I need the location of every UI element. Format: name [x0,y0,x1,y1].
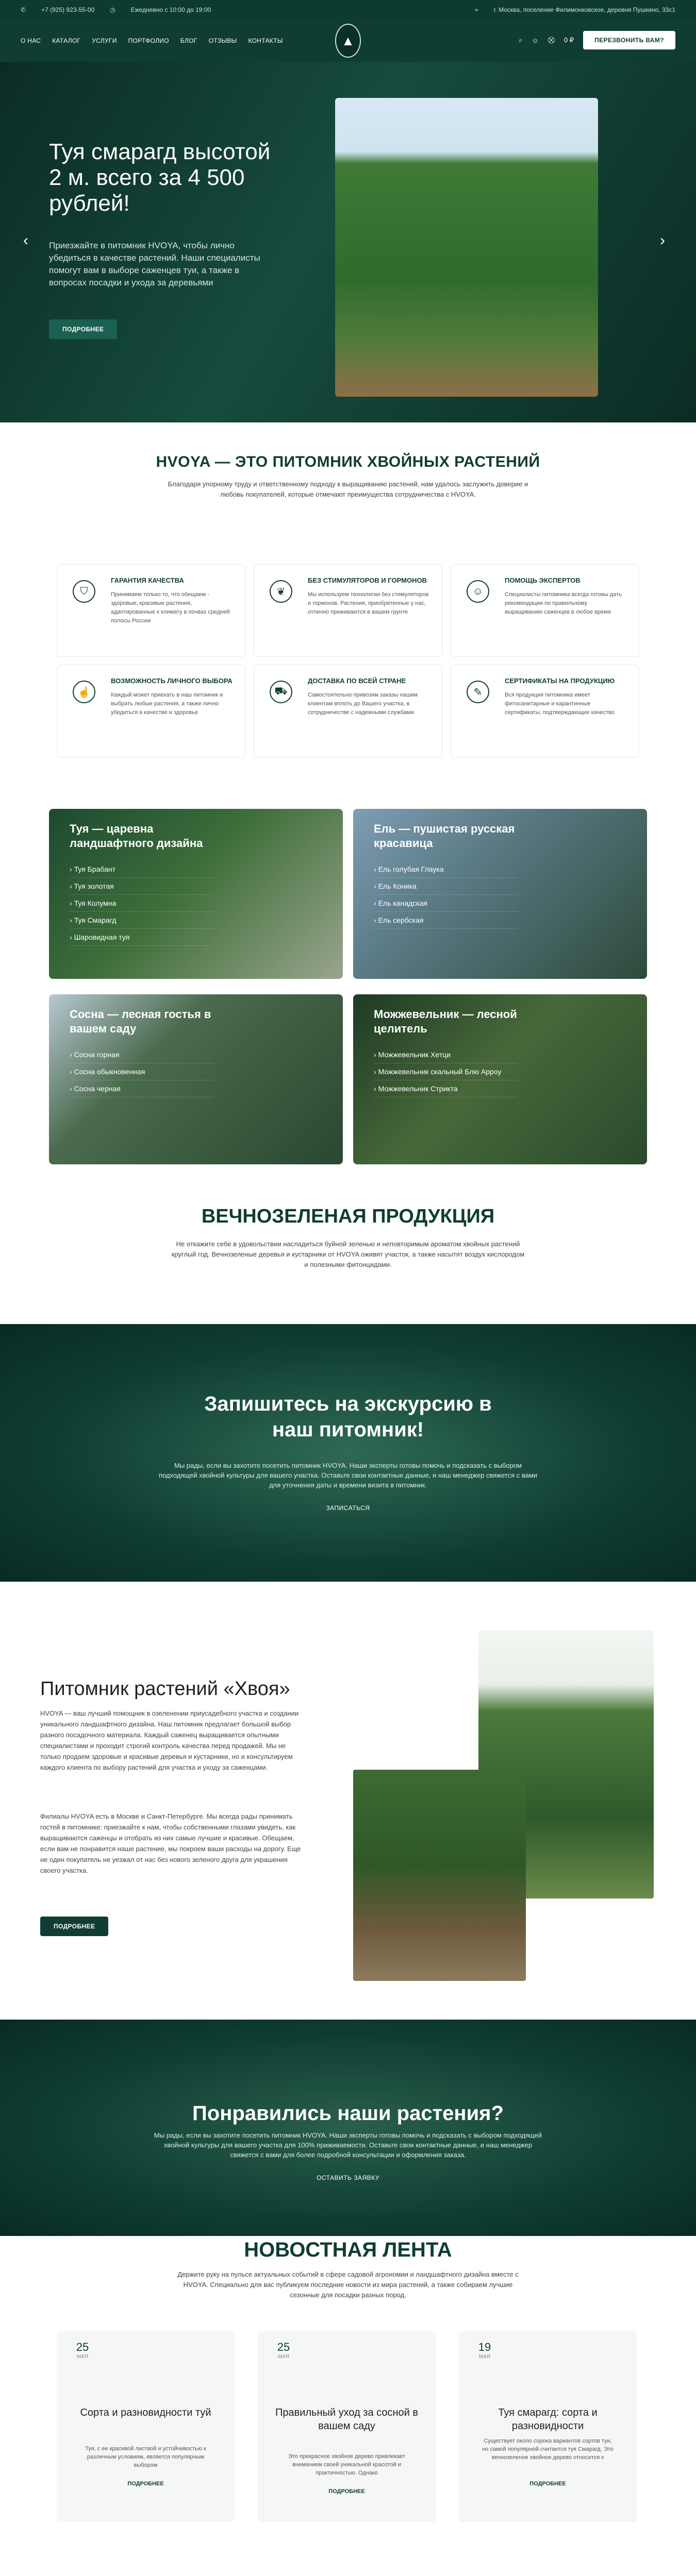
feature-card [451,564,639,657]
feature-card [451,665,639,757]
search-icon[interactable]: ⌕ [519,36,523,44]
feature-text: Каждый может приехать в наш питомник и выбрать любые растения, а также лично убедиться в качестве и здоровье [111,692,223,716]
category-card-spruce[interactable] [353,809,647,979]
tree-icon[interactable]: ▲ [335,24,361,58]
nursery-more-button[interactable]: ПОДРОБНЕЕ [40,1917,108,1936]
category-title: Сосна — лесная гостья в вашем саду [70,1008,211,1035]
category-item[interactable]: › Ель голубая Глаука [374,861,518,878]
feature-card [57,564,245,657]
nursery-text: HVOYA — ваш лучший помощник в озеленении приусадебного участка и создании уникального ландшафтного дизайна. Наш питомник предлагает большой выбор разного посадочного материала. Каждый саженец выращивается опытными специалистами и проходит строгий контроль качества перед продажей. Мы не только продаем здоровые и красивые деревья и кустарники, но и консультируем каждого клиента по выбору растений для участка и уходу за саженцами. [40,1709,299,1771]
feature-title: СЕРТИФИКАТЫ НА ПРОДУКЦИЮ [505,677,615,685]
hero-text: Приезжайте в питомник HVOYA, чтобы лично убедиться в качестве растений. Наши специалисты помогут вам в выборе саженцев туи, а также в вопросах посадки и ухода за деревьями [49,241,260,287]
category-item[interactable]: › Туя Колумна [70,895,214,912]
topbar-address: г. Москва, поселение Филимонковское, деревня Пушкино, 33с1 [493,6,675,13]
nursery-text-2: Филиалы HVOYA есть в Москве и Санкт-Петербурге. Мы всегда рады принимать гостей в питомнике: приезжайте к нам, чтобы собственными глазами увидеть, как выращиваются саженцы и отобрать из них самые лучшие и красивые. Обещаем, если вам не понравится наше растение, мы покроем ваши расходы на дорогу. Еще не один покупатель не уезжал от нас без нового зеленого друга для украшения своего участка. [40,1812,301,1874]
news-more-link[interactable]: ПОДРОБНЕЕ [127,2481,164,2487]
news-card-title[interactable]: Правильный уход за сосной в вашем саду [275,2407,419,2432]
hand-icon: ☝ [73,681,95,703]
category-item[interactable]: › Сосна горная [70,1046,214,1063]
feature-text: Самостоятельно привозим заказы нашим клиентам вплоть до Вашего участка, в сотрудничестве с надежными службами [308,692,418,716]
news-card-title[interactable]: Туя смарагд: сорта и разновидности [498,2407,598,2432]
clock-icon: ◷ [110,6,115,13]
feature-title: ПОМОЩЬ ЭКСПЕРТОВ [505,577,581,584]
topbar-phone[interactable]: +7 (925) 923-55-00 [41,6,95,13]
excursion-title: Запишитесь на экскурсию в наш питомник! [204,1393,492,1441]
nav-actions [519,31,675,49]
nav-about[interactable]: О НАС [21,37,41,44]
news-date: 19 МАЯ [478,2341,491,2360]
category-list [374,861,626,929]
news-date: 25 МАЯ [76,2341,89,2360]
news-more-link[interactable]: ПОДРОБНЕЕ [328,2488,365,2495]
news-card[interactable] [258,2331,436,2522]
feature-card [254,564,442,657]
news-text: Держите руку на пульсе актуальных событий в сфере садовой агрономии и ландшафтного дизайна вместе с HVOYA. Специально для вас публикуем последние новости из мира растений, а также собираем лучшие сезонные для посадки разных пород. [177,2270,519,2299]
next-arrow-icon[interactable]: › [660,232,665,249]
excursion-banner [0,1324,696,1582]
nav-reviews[interactable]: ОТЗЫВЫ [208,37,237,44]
liked-text: Мы рады, если вы захотите посетить питомник HVOYA. Наши эксперты готовы помочь и подсказать с выбором подходящей хвойной культуры для вашего участка для 100% приживаемости. Оставьте свои контактные данные, и наш менеджер свяжется с вами для более подробной консультации и оформления заказа. [154,2131,542,2159]
news-card-text: Это прекрасное хвойное дерево привлекает вниманием своей уникальной красотой и практичностью. Однако [288,2453,405,2476]
shield-icon: ⛉ [73,580,95,603]
news-card-title[interactable]: Сорта и разновидности туй [80,2407,211,2418]
hero-slider [0,62,696,422]
user-icon[interactable]: ☺ [532,36,539,44]
news-card[interactable] [459,2331,637,2522]
feature-text: Вся продукция питомника имеет фитосанитарные и карантинные сертификаты, подтверждающие качество [505,692,615,716]
category-item[interactable]: › Можжевельник скальный Блю Арроу [374,1063,518,1080]
nursery-title: Питомник растений «Хвоя» [40,1678,290,1700]
category-item[interactable]: › Сосна обыкновенная [70,1063,214,1080]
feature-text: Специалисты питомника всегда готовы дать рекомендации по правильному выращиванию саженцев в любое время [505,591,622,615]
nav-services[interactable]: УСЛУГИ [92,37,117,44]
news-card-text: Туя, с ее красивой листвой и устойчивостью к различным условиям, является популярным выбором [85,2446,206,2468]
main-nav [0,20,696,62]
location-icon: ⌖ [474,6,478,13]
feature-title: ДОСТАВКА ПО ВСЕЙ СТРАНЕ [308,677,406,685]
category-list [374,1046,626,1097]
news-date: 25 МАЯ [277,2341,290,2360]
leaf-icon: ❦ [270,580,292,603]
category-card-pine[interactable] [49,994,343,1164]
category-item[interactable]: › Ель сербская [374,912,518,929]
category-item[interactable]: › Туя Брабант [70,861,214,878]
certificate-icon: ✎ [467,681,489,703]
prev-arrow-icon[interactable]: ‹ [23,232,28,249]
nav-portfolio[interactable]: ПОРТФОЛИО [128,37,169,44]
hero-more-button[interactable]: ПОДРОБНЕЕ [49,319,117,339]
about-title: HVOYA — ЭТО ПИТОМНИК ХВОЙНЫХ РАСТЕНИЙ [156,453,540,470]
news-more-link[interactable]: ПОДРОБНЕЕ [529,2481,566,2487]
news-card[interactable] [57,2331,235,2522]
truck-icon: ⛟ [270,681,292,703]
expert-icon: ☺ [467,580,489,603]
news-card-text: Существует около сорока вариантов сортов туи, но самой популярной считается туя Смарагд. Это вечнозеленое хвойное дерево относится к [482,2438,614,2461]
news-title: НОВОСТНАЯ ЛЕНТА [244,2239,452,2261]
phone-icon: ✆ [21,6,26,13]
category-list [70,1046,322,1097]
nav-blog[interactable]: БЛОГ [180,37,197,44]
nav-catalog[interactable]: КАТАЛОГ [52,37,81,44]
category-title: Ель — пушистая русская красавица [374,822,515,850]
category-item[interactable]: › Можжевельник Стрикта [374,1080,518,1097]
feature-title: БЕЗ СТИМУЛЯТОРОВ И ГОРМОНОВ [308,577,427,584]
excursion-text: Мы рады, если вы захотите посетить питомник HVOYA. Наши эксперты готовы помочь и подсказать с выбором подходящей хвойной культуры для вашего участка. Оставьте свои контактные данные, и наш менеджер свяжется с вами для уточнения даты и времени визита в питомник. [158,1462,538,1489]
cart-icon[interactable]: ⛒ [548,36,555,44]
hero-tree-photo [335,98,598,397]
nursery-photo-seedlings [353,1770,526,1981]
liked-banner [0,2020,696,2236]
products-title: ВЕЧНОЗЕЛЕНАЯ ПРОДУКЦИЯ [201,1206,495,1227]
category-title: Можжевельник — лесной целитель [374,1008,517,1035]
category-item[interactable]: › Ель Коника [374,878,518,895]
feature-card [254,665,442,757]
category-card-thuja[interactable] [49,809,343,979]
cart-total[interactable]: 0 ₽ [564,36,574,44]
category-item[interactable]: › Шаровидная туя [70,929,214,946]
category-item[interactable]: › Туя золотая [70,878,214,895]
category-item[interactable]: › Туя Смарагд [70,912,214,929]
liked-request-link[interactable]: ОСТАВИТЬ ЗАЯВКУ [317,2174,379,2181]
feature-card [57,665,245,757]
category-item[interactable]: › Сосна черная [70,1080,214,1097]
topbar-hours: Ежедневно с 10:00 до 19:00 [130,6,211,13]
feature-title: ВОЗМОЖНОСТЬ ЛИЧНОГО ВЫБОРА [111,677,233,685]
nav-contacts[interactable]: КОНТАКТЫ [248,37,283,44]
excursion-signup-link[interactable]: ЗАПИСАТЬСЯ [326,1504,370,1512]
feature-text: Принимаем только то, что обещаем - здоровые, красивые растения, адаптированные к климату в почвах средней полосы России [111,591,230,624]
category-list [70,861,322,946]
liked-title: Понравились наши растения? [192,2102,504,2125]
category-item[interactable]: › Ель канадская [374,895,518,912]
products-text: Не откажите себе в удовольствии насладиться буйной зеленью и неповторимым ароматом хвойных растений круглый год. Вечнозеленые деревья и кустарники от HVOYA оживят участок, а также насытят воздух кислородом и полезными фитонцидами. [171,1240,525,1268]
feature-title: ГАРАНТИЯ КАЧЕСТВА [111,577,184,584]
nav-links [21,37,283,44]
category-card-juniper[interactable] [353,994,647,1164]
feature-text: Мы используем технологии без стимуляторов и гормонов. Растения, приобретенные у нас, отлично приживаются в вашем грунте [308,591,429,615]
about-text: Благодаря упорному труду и ответственному подходу к выращиванию растений, нам удалось заслужить доверие и любовь покупателей, которые отмечают преимущества сотрудничества с HVOYA. [168,480,528,498]
top-bar [0,0,696,20]
hero-title: Туя смарагд высотой 2 м. всего за 4 500 рублей! [49,139,271,216]
category-title: Туя — царевна ландшафтного дизайна [70,822,203,850]
category-item[interactable]: › Можжевельник Хетци [374,1046,518,1063]
callback-button[interactable]: ПЕРЕЗВОНИТЬ ВАМ? [583,31,675,49]
